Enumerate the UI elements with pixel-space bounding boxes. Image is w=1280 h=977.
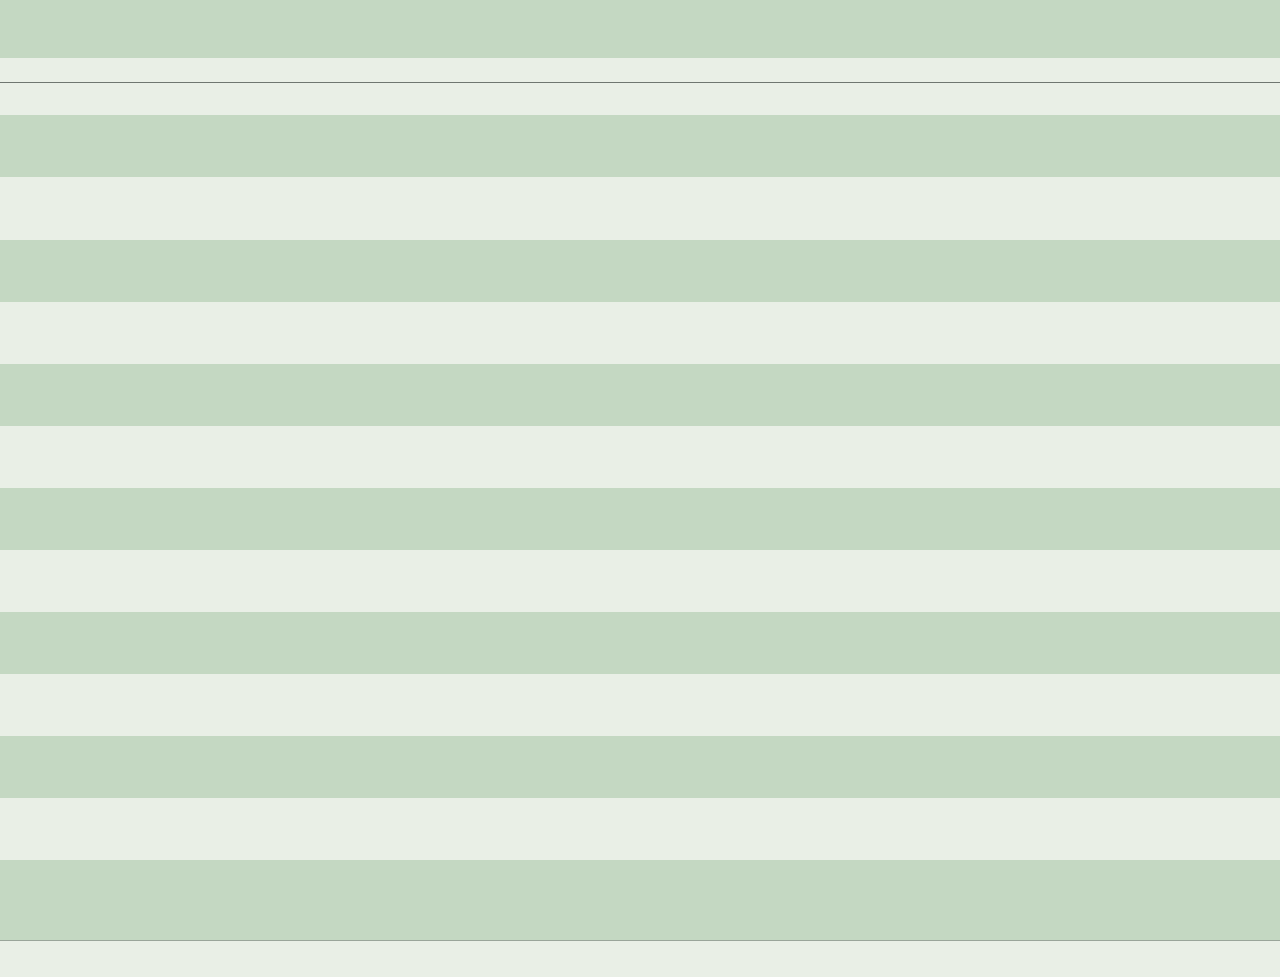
paper-band bbox=[0, 860, 1280, 940]
paper-band bbox=[0, 115, 1280, 177]
paper-band bbox=[0, 0, 1280, 58]
paper-band bbox=[0, 612, 1280, 674]
paper-band bbox=[0, 488, 1280, 550]
paper-band bbox=[0, 736, 1280, 798]
paper-band bbox=[0, 240, 1280, 302]
subheader-rule bbox=[0, 82, 1280, 83]
paper-band bbox=[0, 364, 1280, 426]
paper-fold-line bbox=[0, 940, 1280, 941]
